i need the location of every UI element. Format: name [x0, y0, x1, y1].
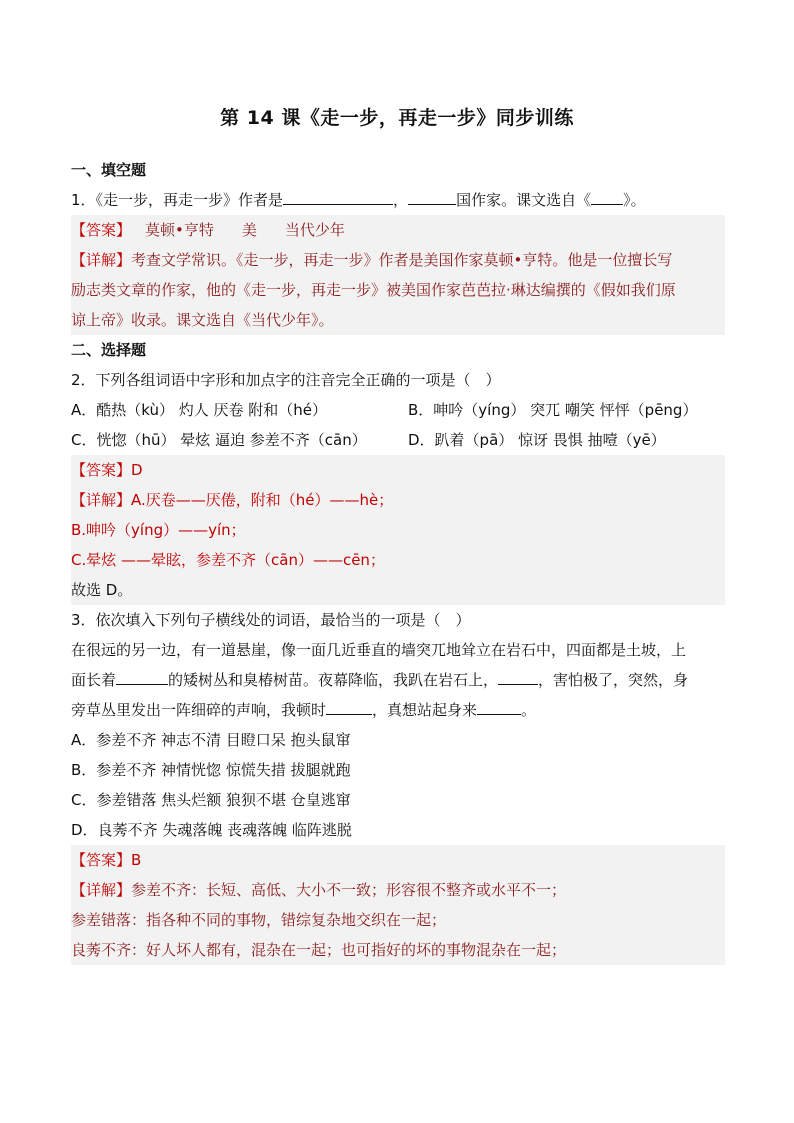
q2-option-d: D．趴着（pā） 惊讶 畏惧 抽噎（yē）: [408, 431, 666, 449]
q3-passage-line: 在很远的另一边，有一道悬崖，像一面几近垂直的墙突兀地耸立在岩石中，四面都是土坡，上: [71, 641, 687, 659]
answer-tag: 【答案】: [71, 851, 132, 869]
q3-passage-text: 的矮树丛和臭椿树苗。夜幕降临，我趴在岩石上，: [168, 671, 499, 689]
explain-tag: 【详解】: [71, 881, 132, 899]
answer-tag: 【答案】: [71, 221, 132, 239]
q3-passage-text: 旁草丛里发出一阵细碎的声响，我顿时: [71, 701, 327, 719]
q1-explanation-line: 励志类文章的作家，他的《走一步，再走一步》被美国作家芭芭拉·琳达编撰的《假如我们原: [71, 275, 725, 305]
q3-passage-text: ，真想站起身来: [372, 701, 478, 719]
q3-explanation-line: 良莠不齐：好人坏人都有，混杂在一起；也可指好的坏的事物混杂在一起；: [71, 935, 725, 965]
q1-text-mid: ，: [393, 191, 409, 209]
q1-text-end: 》。: [623, 191, 646, 209]
q1-answer-value-1: 莫顿•亨特: [145, 221, 214, 239]
q1-answer: [71, 215, 725, 245]
section-heading-multiple-choice: 二、选择题: [71, 341, 147, 359]
q3-answer: [71, 845, 725, 875]
q3-passage-text: 。: [521, 701, 537, 719]
q1-explanation-line: 谅上帝》收录。课文选自《当代少年》。: [71, 305, 725, 335]
q2-explanation-line: C.晕炫 ——晕眩，参差不齐（cān）——cēn；: [71, 545, 725, 575]
q3-answer-value: B: [131, 851, 142, 869]
q3-blank-2: [498, 666, 538, 685]
q2-explanation-line: [71, 485, 725, 515]
document-content: [71, 155, 725, 965]
q3-passage-text: 面长着: [71, 671, 117, 689]
q3-passage-text: ，害怕极了，突然，身: [538, 671, 689, 689]
q1-answer-value-2: 美: [241, 221, 257, 239]
answer-tag: 【答案】: [71, 461, 132, 479]
page-title: 第 14 课《走一步，再走一步》同步训练: [220, 107, 574, 129]
q1-explanation-line: [71, 245, 725, 275]
q1-blank-2: [408, 186, 456, 205]
q1-text-after: 国作家。课文选自《: [456, 191, 592, 209]
q1-text-before: 1．《走一步，再走一步》作者是: [71, 191, 284, 209]
q2-option-c: C．恍惚（hū） 晕炫 逼迫 参差不齐（cān）: [71, 431, 367, 449]
q1-blank-1: [283, 186, 393, 205]
q2-explanation-text: A.厌卷——厌倦，附和（hé）——hè；: [131, 491, 394, 509]
q2-options-row: [71, 395, 725, 425]
question-2-stem: 2．下列各组词语中字形和加点字的注音完全正确的一项是（ ）: [71, 371, 501, 389]
q3-option-c: C．参差错落 焦头烂额 狼狈不堪 仓皇逃窜: [71, 791, 351, 809]
section-heading-fill-blank: 一、填空题: [71, 161, 147, 179]
q1-answer-value-3: 当代少年: [284, 221, 345, 239]
q3-passage-line: [71, 665, 725, 695]
q3-explanation-text: 参差不齐：长短、高低、大小不一致；形容很不整齐或水平不一；: [131, 881, 567, 899]
explain-tag: 【详解】: [71, 491, 132, 509]
q2-answer: [71, 455, 725, 485]
q1-explanation-text: 考查文学常识。《走一步，再走一步》作者是美国作家莫顿•亨特。他是一位擅长写: [131, 251, 673, 269]
question-3-stem: 3．依次填入下列句子横线处的词语，最恰当的一项是（ ）: [71, 611, 471, 629]
q2-option-a: A．酷热（kù） 灼人 厌卷 附和（hé）: [71, 401, 328, 419]
q3-option-a: A．参差不齐 神志不清 目瞪口呆 抱头鼠窜: [71, 731, 351, 749]
q2-option-b: B．呻吟（yíng） 突兀 嘲笑 怦怦（pēng）: [408, 401, 698, 419]
explain-tag: 【详解】: [71, 251, 132, 269]
q3-blank-3: [326, 696, 372, 715]
q3-option-b: B．参差不齐 神情恍惚 惊慌失措 拔腿就跑: [71, 761, 351, 779]
q3-explanation-line: 参差错落：指各种不同的事物，错综复杂地交织在一起；: [71, 905, 725, 935]
q2-explanation-line: B.呻吟（yíng）——yín；: [71, 515, 725, 545]
q3-blank-4: [477, 696, 521, 715]
q3-explanation-line: [71, 875, 725, 905]
q2-explanation-line: 故选 D。: [71, 575, 725, 605]
q3-option-d: D．良莠不齐 失魂落魄 丧魂落魄 临阵逃脱: [71, 821, 352, 839]
q3-passage-line: [71, 695, 725, 725]
q2-answer-value: D: [131, 461, 143, 479]
q1-blank-3: [591, 186, 623, 205]
q3-blank-1: [116, 666, 168, 685]
question-1: [71, 185, 725, 215]
q2-options-row: [71, 425, 725, 455]
